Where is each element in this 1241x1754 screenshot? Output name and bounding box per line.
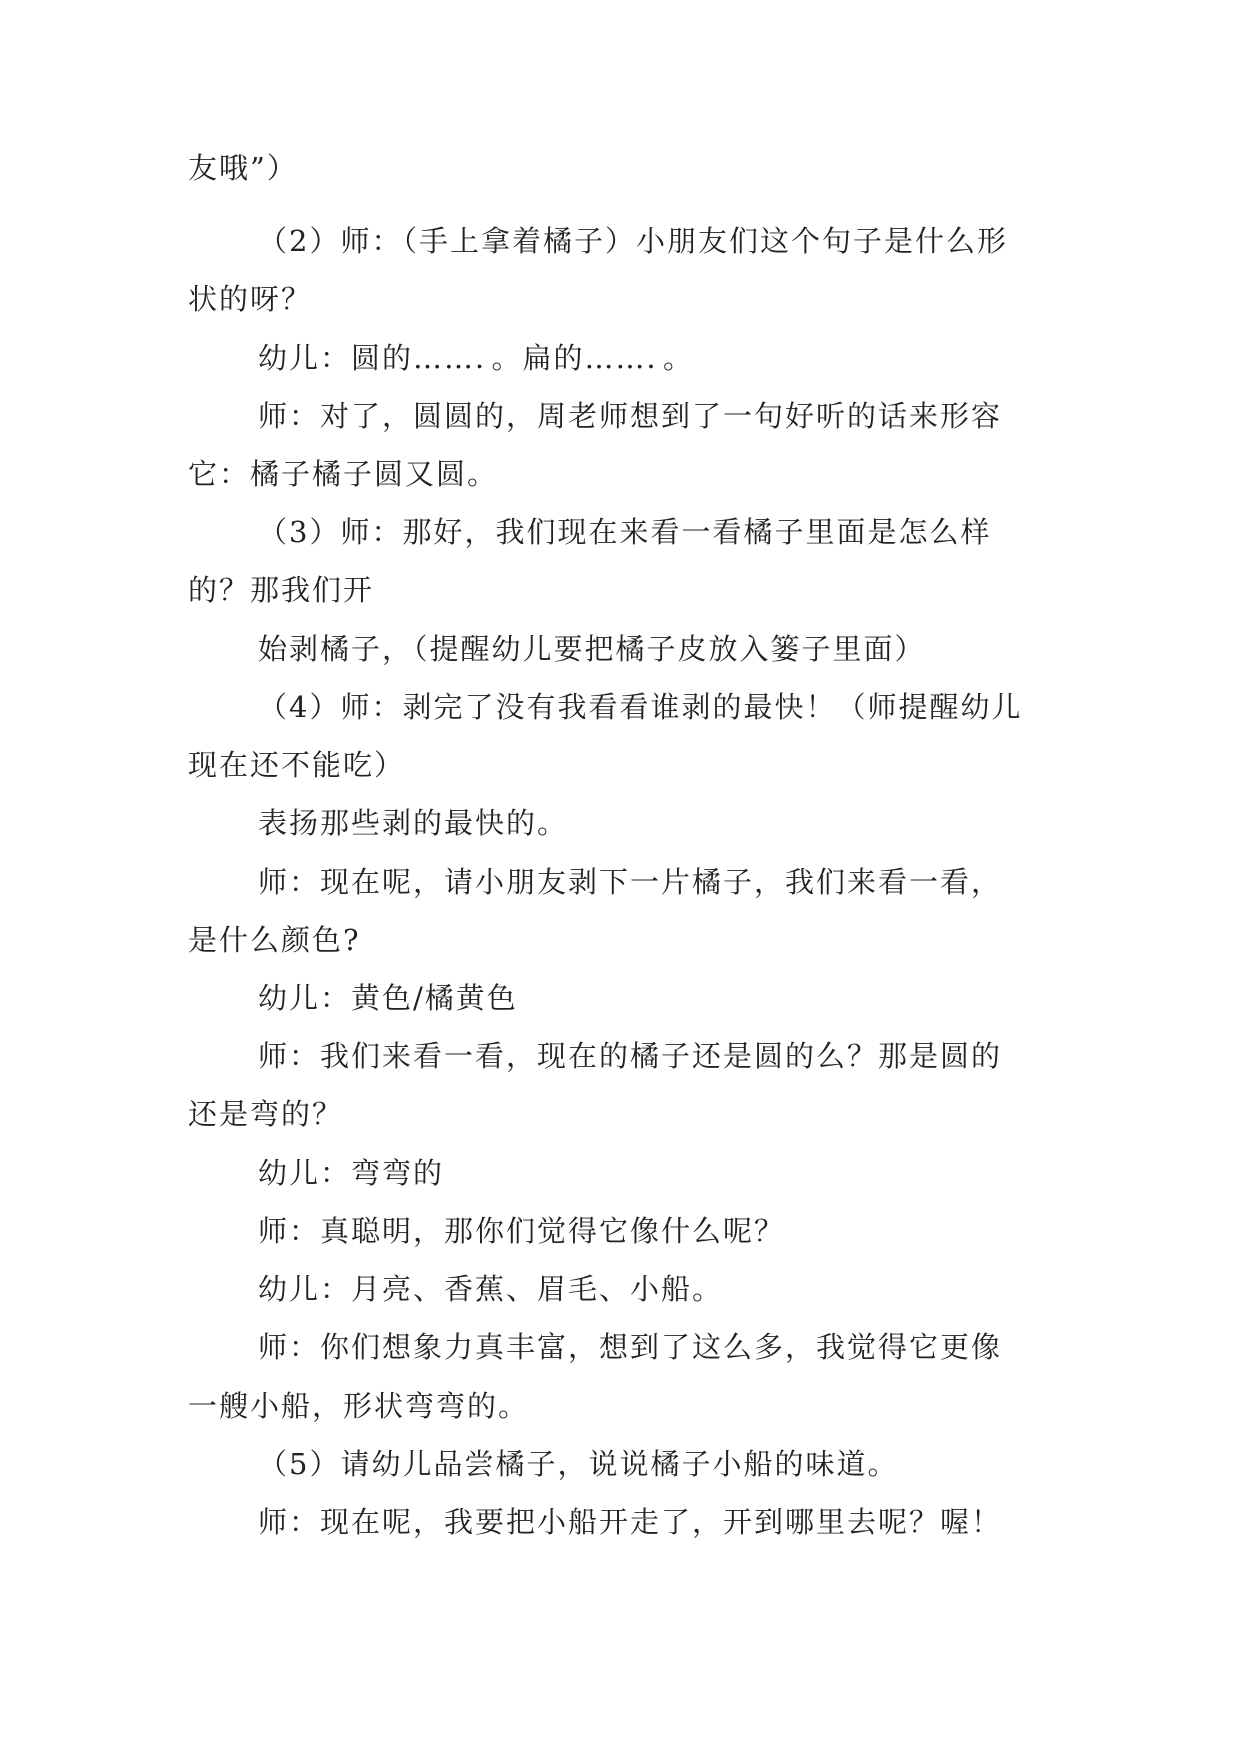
text-line: 师：现在呢，我要把小船开走了，开到哪里去呢？喔！ bbox=[258, 1505, 1003, 1539]
text-line: 幼儿：弯弯的 bbox=[258, 1156, 445, 1190]
text-line: （5）请幼儿品尝橘子，说说橘子小船的味道。 bbox=[258, 1447, 899, 1481]
text-line: 状的呀？ bbox=[188, 282, 313, 316]
text-line: 师：真聪明，那你们觉得它像什么呢？ bbox=[258, 1214, 786, 1248]
text-line: 的？那我们开 bbox=[188, 573, 375, 607]
text-line: （2）师：（手上拿着橘子）小朋友们这个句子是什么形 bbox=[258, 224, 1008, 258]
text-line: 师：对了，圆圆的，周老师想到了一句好听的话来形容 bbox=[258, 399, 1003, 433]
text-line: （4）师：剥完了没有我看看谁剥的最快！（师提醒幼儿 bbox=[258, 690, 1023, 724]
text-line: 师：现在呢，请小朋友剥下一片橘子，我们来看一看， bbox=[258, 865, 1003, 899]
text-line: （3）师：那好，我们现在来看一看橘子里面是怎么样 bbox=[258, 515, 992, 549]
text-line: 一艘小船，形状弯弯的。 bbox=[188, 1389, 530, 1423]
text-line: 友哦”） bbox=[188, 151, 298, 185]
text-line: 始剥橘子，（提醒幼儿要把橘子皮放入篓子里面） bbox=[258, 632, 926, 666]
text-line: 是什么颜色? bbox=[188, 923, 361, 957]
text-line: 师：我们来看一看，现在的橘子还是圆的么？那是圆的 bbox=[258, 1039, 1003, 1073]
text-line: 表扬那些剥的最快的。 bbox=[258, 806, 569, 840]
text-line: 幼儿：黄色/橘黄色 bbox=[258, 981, 518, 1015]
text-line: 幼儿：月亮、香蕉、眉毛、小船。 bbox=[258, 1272, 724, 1306]
text-line: 现在还不能吃） bbox=[188, 748, 406, 782]
text-line: 幼儿：圆的……．。扁的……．。 bbox=[258, 341, 695, 375]
text-line: 它：橘子橘子圆又圆。 bbox=[188, 457, 499, 491]
text-line: 还是弯的？ bbox=[188, 1097, 344, 1131]
text-line: 师：你们想象力真丰富，想到了这么多，我觉得它更像 bbox=[258, 1330, 1003, 1364]
